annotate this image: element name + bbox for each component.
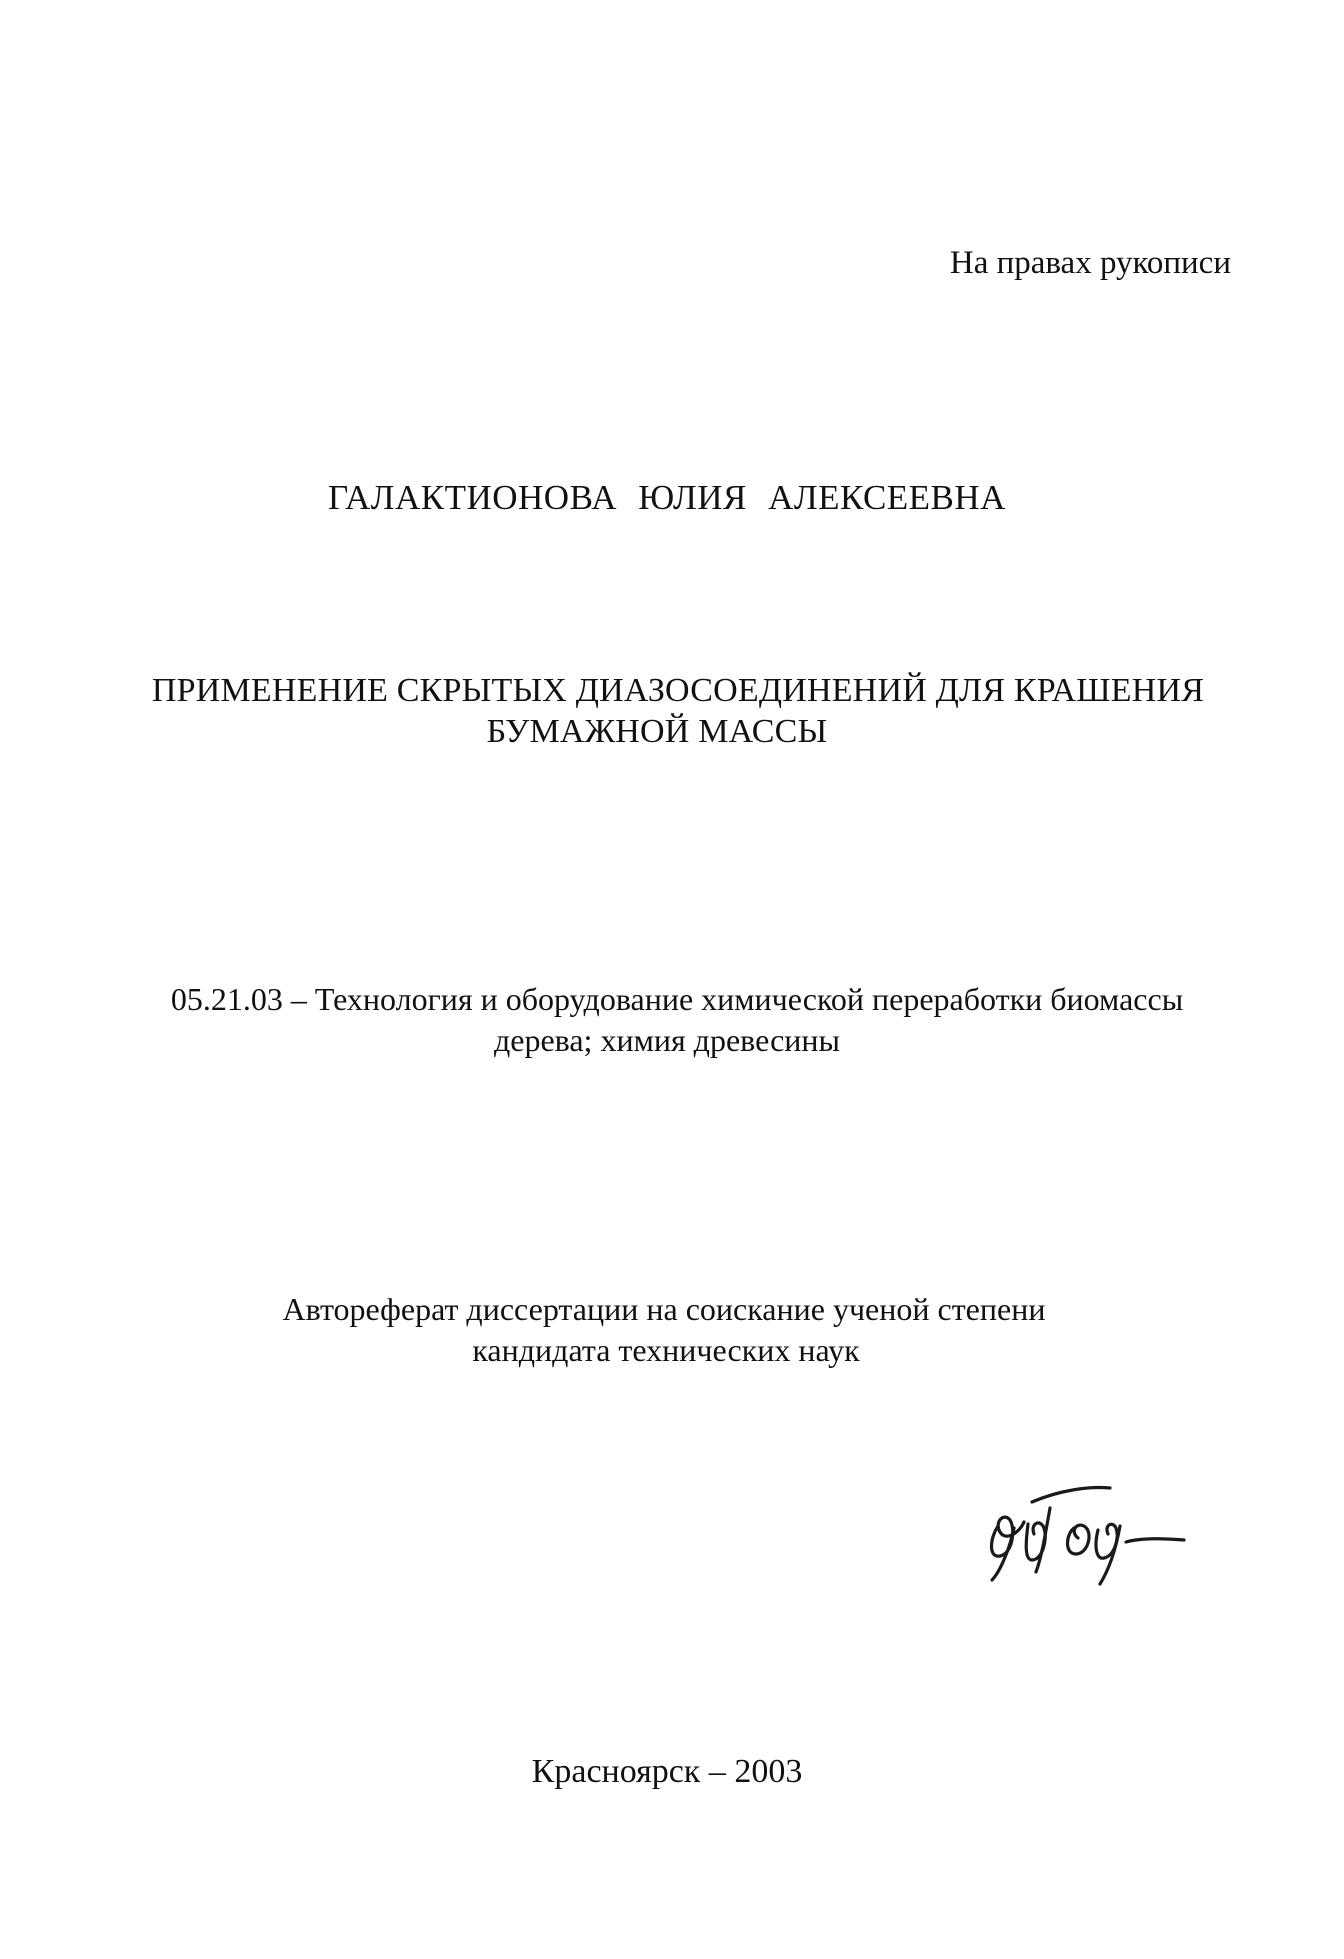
rights-note: На правах рукописи [949, 245, 1231, 281]
title-line-1: ПРИМЕНЕНИЕ СКРЫТЫХ ДИАЗОСОЕДИНЕНИЙ ДЛЯ КРАШЕНИЯ [151, 672, 1205, 709]
handwritten-signature [970, 1468, 1210, 1598]
degree-line-1: Автореферат диссертации на соискание ученой степени [282, 1291, 1046, 1327]
title-line-2: БУМАЖНОЙ МАССЫ [486, 713, 828, 750]
specialty-line-1: 05.21.03 – Технология и оборудование химической переработки биомассы [170, 981, 1184, 1017]
degree-line-2: кандидата технических наук [472, 1332, 860, 1368]
specialty-line-2: дерева; химия древесины [493, 1022, 841, 1058]
city-year: Красноярск – 2003 [531, 1753, 803, 1790]
author-name: ГАЛАКТИОНОВА ЮЛИЯ АЛЕКСЕЕВНА [328, 478, 1006, 517]
